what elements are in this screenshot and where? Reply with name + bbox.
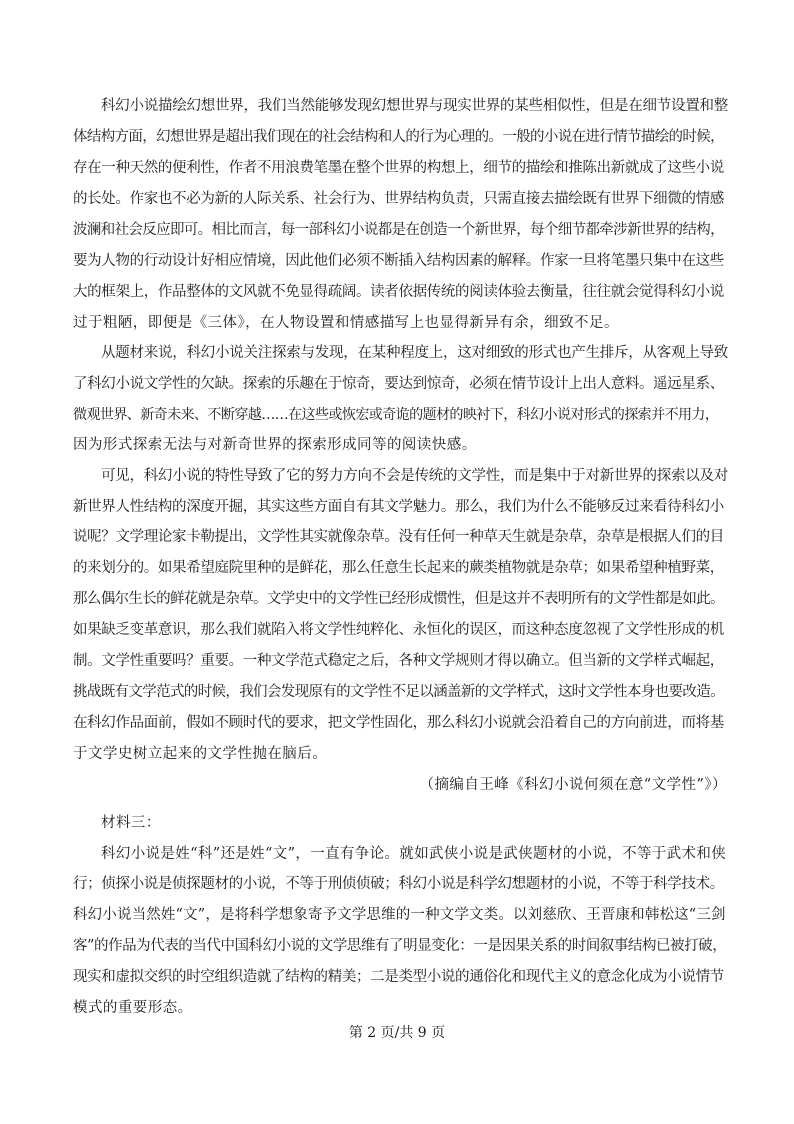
page-number: 第 2 页/共 9 页: [348, 1025, 446, 1041]
text-line: 大的框架上，作品整体的文风就不免显得疏阔。读者依据传统的阅读体验去衡量，往往就会觉得科幻小说: [73, 284, 724, 300]
text-line: 科幻小说描绘幻想世界，我们当然能够发现幻想世界与现实世界的某些相似性，但是在细节设置和整: [101, 98, 728, 114]
text-line: 新世界人性结构的深度开掘，其实这些方面自有其文学魅力。那么，我们为什么不能够反过来看待科幻小: [73, 499, 724, 515]
text-line: 可见，科幻小说的特性导致了它的努力方向不会是传统的文学性，而是集中于对新世界的探索以及对: [101, 468, 728, 484]
text-line: 科幻小说是姓“科”还是姓“文”，一直有争论。就如武侠小说是武侠题材的小说，不等于武术和侠: [101, 846, 727, 862]
text-line: 的来划分的。如果希望庭院里种的是鲜花，那么任意生长起来的蕨类植物就是杂草；如果希望种植野菜，: [73, 560, 724, 576]
text-line: 从题材来说，科幻小说关注探索与发现，在某种程度上，这对细致的形式也产生排斥，从客观上导致: [101, 345, 728, 361]
text-line: 那么偶尔生长的鲜花就是杂草。文学史中的文学性已经形成惯性，但是这并不表明所有的文学性都是如此。: [73, 591, 724, 607]
text-line: 挑战既有文学范式的时候，我们会发现原有的文学性不足以涵盖新的文学样式，这时文学性本身也要改造。: [73, 684, 724, 700]
text-line: 现实和虚拟交织的时空组织造就了结构的精美；二是类型小说的通俗化和现代主义的意念化成为小说情节: [73, 969, 724, 985]
text-line: 行；侦探小说是侦探题材的小说，不等于刑侦侦破；科幻小说是科学幻想题材的小说，不等于科学技术。: [73, 876, 724, 892]
text-line: 因为形式探索无法与对新奇世界的探索形成同等的阅读快感。: [73, 437, 477, 453]
text-line: 客”的作品为代表的当代中国科幻小说的文学思维有了明显变化：一是因果关系的时间叙事结构已被打破，: [73, 938, 727, 954]
text-line: 波澜和社会反应即可。相比而言，每一部科幻小说都是在创造一个新世界，每个细节都牵涉新世界的结构，: [73, 222, 724, 238]
section-heading: 材料三：: [101, 815, 161, 831]
text-line: 制。文学性重要吗？重要。一种文学范式稳定之后，各种文学规则才得以确立。但当新的文学样式崛起，: [73, 653, 724, 669]
text-line: 说呢？文学理论家卡勒提出，文学性其实就像杂草。没有任何一种草天生就是杂草，杂草是根据人们的目: [73, 529, 724, 545]
text-line: 的长处。作家也不必为新的人际关系、社会行为、世界结构负责，只需直接去描绘既有世界下细微的情感: [73, 191, 724, 207]
text-line: 存在一种天然的便利性，作者不用浪费笔墨在整个世界的构想上，细节的描绘和推陈出新就成了这些小说: [73, 160, 724, 176]
text-line: 科幻小说当然姓“文”，是将科学想象寄予文学思维的一种文学文类。以刘慈欣、王晋康和韩松这“三剑: [73, 907, 726, 923]
source-citation: （摘编自王峰《科幻小说何须在意“文学性”》）: [419, 777, 727, 793]
text-line: 过于粗陋，即便是《三体》，在人物设置和情感描写上也显得新异有余，细致不足。: [73, 315, 619, 331]
text-line: 于文学史树立起来的文学性抛在脑后。: [73, 746, 328, 762]
text-line: 微观世界、新奇未来、不断穿越……在这些或恢宏或奇诡的题材的映衬下，科幻小说对形式的探索并不用力，: [73, 407, 719, 423]
text-line: 模式的重要形态。: [73, 1000, 193, 1016]
text-line: 体结构方面，幻想世界是超出我们现在的社会结构和人的行为心理的。一般的小说在进行情节描绘的时候，: [73, 129, 724, 145]
text-line: 要为人物的行动设计好相应情境，因此他们必须不断插入结构因素的解释。作家一旦将笔墨只集中在这些: [73, 253, 724, 269]
text-line: 了科幻小说文学性的欠缺。探索的乐趣在于惊奇，要达到惊奇，必须在情节设计上出人意料。遥远星系、: [73, 376, 724, 392]
text-line: 在科幻作品面前，假如不顾时代的要求，把文学性固化，那么科幻小说就会沿着自己的方向前进，而将基: [73, 715, 724, 731]
text-line: 如果缺乏变革意识，那么我们就陷入将文学性纯粹化、永恒化的误区，而这种态度忽视了文学性形成的机: [73, 622, 724, 638]
